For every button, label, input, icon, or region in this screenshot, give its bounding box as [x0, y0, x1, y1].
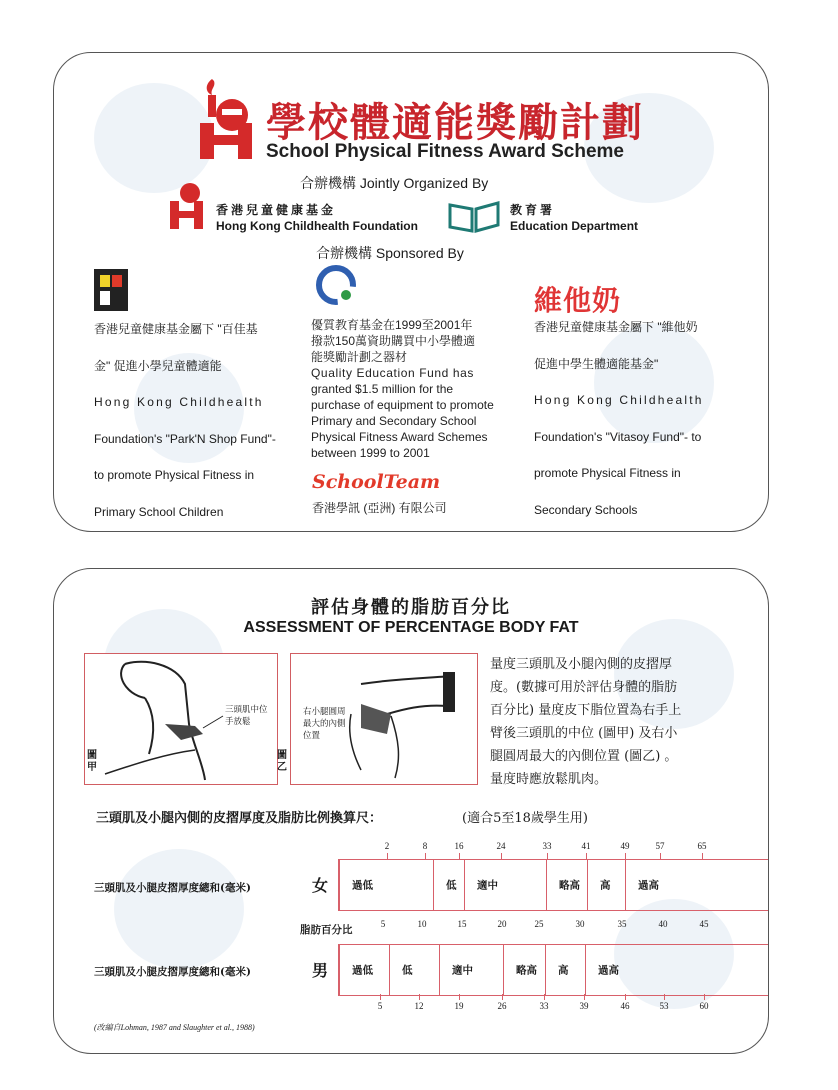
- female-category-cell: [464, 860, 547, 910]
- title-chinese: 學校體適能獎勵計劃: [266, 99, 644, 146]
- male-tick-mark: [459, 994, 460, 1000]
- female-category-cell-label: 過高: [638, 879, 659, 892]
- sponsor3-line: Foundation's "Vitasoy Fund"- to: [534, 429, 702, 444]
- male-scale-row: [338, 944, 769, 996]
- sponsor2-line: granted $1.5 million for the: [311, 382, 454, 396]
- calf-measurement-photo: [277, 653, 478, 785]
- male-tick-mark: [502, 994, 503, 1000]
- sponsor2-line: Physical Fitness Award Schemes: [311, 430, 488, 444]
- assessment-title-english: ASSESSMENT OF PERCENTAGE BODY FAT: [243, 619, 579, 636]
- fat-tick: 45: [699, 919, 709, 929]
- female-category-cell: [587, 860, 626, 910]
- schoolteam-logo: SchoolTeam: [312, 471, 441, 493]
- male-category-cell: [503, 945, 546, 995]
- org1-chinese: 香港兒童健康基金: [216, 203, 337, 217]
- female-tick-mark: [625, 853, 626, 859]
- female-tick-mark: [702, 853, 703, 859]
- female-tick: 24: [496, 841, 506, 851]
- female-category-cell: [625, 860, 769, 910]
- fat-tick: 35: [617, 919, 627, 929]
- male-tick: 26: [497, 1001, 507, 1011]
- childhealth-small-logo: [166, 179, 206, 231]
- female-tick: 33: [542, 841, 552, 851]
- fat-tick: 20: [497, 919, 507, 929]
- sponsor1-line: 香港兒童健康基金屬下 "百佳基: [94, 322, 258, 336]
- sponsor1-description: [94, 311, 294, 530]
- male-tick: 33: [539, 1001, 549, 1011]
- male-category-cell-label: 略高: [516, 964, 537, 977]
- instruction-line: 量度時應放鬆肌肉。: [490, 772, 608, 787]
- sponsor2-line: Quality Education Fund has: [311, 366, 475, 380]
- sponsor2-line: 優質教育基金在1999至2001年: [311, 318, 473, 332]
- sponsor1-line: Foundation's "Park'N Shop Fund"-: [94, 431, 276, 446]
- body-fat-assessment-card: [53, 568, 769, 1054]
- award-scheme-card: [53, 52, 769, 532]
- female-tick: 49: [620, 841, 630, 851]
- female-tick-mark: [387, 853, 388, 859]
- watermark-mascot: [114, 849, 244, 969]
- female-category-cell-label: 適中: [477, 879, 498, 892]
- female-tick: 8: [422, 841, 428, 851]
- female-category-cell-label: 略高: [559, 879, 580, 892]
- photo2-label: 圖乙: [277, 750, 287, 773]
- instruction-line: 量度三頭肌及小腿內側的皮摺厚: [490, 657, 673, 672]
- sponsor3-line: Secondary Schools: [534, 502, 638, 517]
- org2-chinese: 教育署: [510, 203, 556, 217]
- female-tick-mark: [425, 853, 426, 859]
- photo1-label: 圖甲: [87, 750, 97, 773]
- sponsor1-line: 金" 促進小學兒童體適能: [94, 358, 222, 373]
- instruction-line: 度。(數據可用於評估身體的脂肪: [490, 680, 678, 695]
- male-tick-mark: [625, 994, 626, 1000]
- female-tick-mark: [660, 853, 661, 859]
- female-scale-row: [338, 859, 769, 911]
- title-english: School Physical Fitness Award Scheme: [266, 141, 624, 162]
- sponsor1-line: Primary School Children: [94, 504, 224, 519]
- female-tick-mark: [501, 853, 502, 859]
- education-department-book-logo: [446, 199, 502, 233]
- parknshop-logo: [94, 269, 128, 311]
- vitasoy-logo: 維他奶: [534, 284, 622, 317]
- male-label: 男: [312, 961, 329, 980]
- male-tick: 12: [414, 1001, 424, 1011]
- female-tick-mark: [586, 853, 587, 859]
- scale-subtitle: (適合5至18歲學生用): [462, 811, 588, 826]
- female-tick-mark: [547, 853, 548, 859]
- instruction-line: 百分比) 量度皮下脂位置為右手上: [490, 703, 682, 718]
- male-tick-mark: [544, 994, 545, 1000]
- male-tick-mark: [380, 994, 381, 1000]
- fat-tick: 15: [457, 919, 467, 929]
- sponsor2-line: between 1999 to 2001: [311, 446, 430, 460]
- male-category-cell: [339, 945, 390, 995]
- male-category-cell: [389, 945, 440, 995]
- female-label: 女: [312, 876, 329, 895]
- male-tick: 5: [377, 1001, 383, 1011]
- triceps-measurement-photo: [84, 653, 278, 785]
- scale-title: 三頭肌及小腿內側的皮摺厚度及脂肪比例換算尺：: [96, 811, 383, 826]
- male-tick: 60: [699, 1001, 709, 1011]
- female-tick: 16: [454, 841, 464, 851]
- female-category-cell: [339, 860, 434, 910]
- fat-percentage-label: 脂肪百分比: [300, 924, 353, 936]
- male-tick: 19: [454, 1001, 464, 1011]
- female-category-cell-label: 低: [446, 879, 457, 892]
- female-tick: 2: [384, 841, 390, 851]
- fat-tick: 30: [575, 919, 585, 929]
- male-tick: 46: [620, 1001, 630, 1011]
- source-citation: (改編自Lohman, 1987 and Slaughter et al., 1988): [94, 1023, 255, 1032]
- fat-tick: 25: [534, 919, 544, 929]
- sponsor2-line: 能獎勵計劃之器材: [311, 350, 408, 364]
- male-category-cell-label: 高: [558, 964, 569, 977]
- sponsor3-line: promote Physical Fitness in: [534, 466, 681, 480]
- female-tick: 65: [697, 841, 707, 851]
- photo2-caption: 右小腿圓周最大的內側位置: [303, 707, 346, 741]
- sponsor2-line: 撥款150萬資助購買中小學體適: [311, 334, 476, 348]
- sponsor1-line: to promote Physical Fitness in: [94, 468, 255, 482]
- sponsor2-line: Primary and Secondary School: [311, 414, 477, 428]
- sponsor1-line: Hong Kong Childhealth: [94, 395, 264, 409]
- male-category-cell-label: 低: [402, 964, 413, 977]
- male-tick: 53: [659, 1001, 669, 1011]
- childhealth-torch-logo: [194, 75, 260, 163]
- female-category-cell: [546, 860, 588, 910]
- female-tick-mark: [459, 853, 460, 859]
- instruction-line: 腿圓周最大的內側位置 (圖乙) 。: [490, 749, 678, 764]
- male-tick-mark: [664, 994, 665, 1000]
- sponsor2-description: [311, 317, 521, 461]
- male-tick: 39: [579, 1001, 589, 1011]
- female-tick: 57: [655, 841, 665, 851]
- fat-tick: 5: [380, 919, 386, 929]
- male-category-cell-label: 過低: [352, 964, 373, 977]
- org1-english: Hong Kong Childhealth Foundation: [216, 219, 418, 233]
- sponsor3-line: 促進中學生體適能基金": [534, 356, 659, 371]
- male-category-cell-label: 過高: [598, 964, 619, 977]
- female-category-cell-label: 過低: [352, 879, 373, 892]
- sponsor3-description: [534, 309, 734, 528]
- male-category-cell: [439, 945, 504, 995]
- org2-english: Education Department: [510, 219, 639, 233]
- male-category-cell: [585, 945, 769, 995]
- male-category-cell: [545, 945, 586, 995]
- photo1-caption: 三頭肌中位手放鬆: [225, 705, 268, 727]
- female-category-cell: [433, 860, 465, 910]
- male-tick-mark: [704, 994, 705, 1000]
- fat-tick: 40: [658, 919, 668, 929]
- assessment-title-chinese: 評估身體的脂肪百分比: [311, 597, 511, 618]
- sponsor2-line: purchase of equipment to promote: [311, 398, 494, 412]
- sponsor3-line: Hong Kong Childhealth: [534, 393, 704, 407]
- male-tick-mark: [419, 994, 420, 1000]
- quality-education-fund-logo: [316, 265, 356, 305]
- sponsor3-line: 香港兒童健康基金屬下 "維他奶: [534, 320, 698, 334]
- male-tick-mark: [584, 994, 585, 1000]
- female-tick: 41: [581, 841, 591, 851]
- fat-tick: 10: [417, 919, 427, 929]
- female-category-cell-label: 高: [600, 879, 611, 892]
- male-category-cell-label: 適中: [452, 964, 473, 977]
- female-row-label: 三頭肌及小腿皮摺厚度總和(毫米): [94, 882, 251, 894]
- sponsored-by-label: 合辦機構 Sponsored By: [316, 245, 464, 261]
- measurement-instructions: [490, 653, 740, 791]
- instruction-line: 臂後三頭肌的中位 (圖甲) 及右小: [490, 726, 678, 741]
- sponsor2-company: 香港學訊 (亞洲) 有限公司: [312, 501, 447, 515]
- jointly-organized-label: 合辦機構 Jointly Organized By: [300, 175, 489, 191]
- male-row-label: 三頭肌及小腿皮摺厚度總和(毫米): [94, 966, 251, 978]
